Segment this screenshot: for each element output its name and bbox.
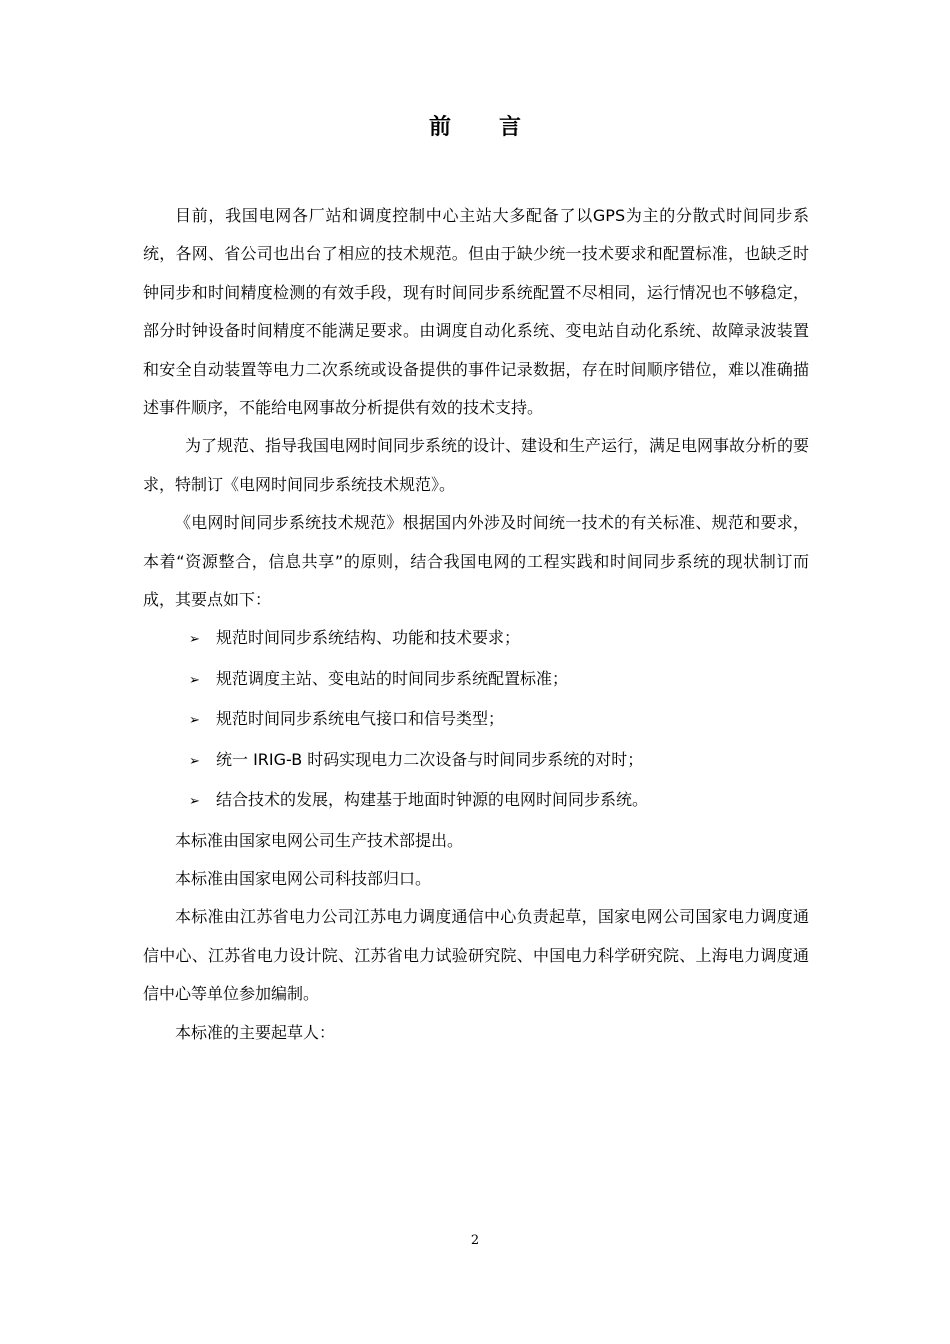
page-number: 2 [470, 1233, 480, 1248]
list-item [143, 741, 809, 781]
page-title [0, 112, 950, 144]
body-text [143, 197, 809, 1052]
list-item [143, 700, 809, 740]
paragraph-5: 本标准由国家电网公司科技部归口。 [175, 868, 432, 888]
paragraph-3: 《电网时间同步系统技术规范》根据国内外涉及时间统一技术的有关标准、规范和要求，本着“资源整合，信息共享”的原则，结合我国电网的工程实践和时间同步系统的现状制订而成，其要点如下： [143, 513, 809, 610]
list-item [143, 781, 809, 821]
arrow-bullet-icon: ➢ [189, 753, 200, 769]
title-char-1: 前 [428, 115, 451, 140]
bullet-list [143, 619, 809, 821]
arrow-bullet-icon: ➢ [189, 632, 200, 648]
title-char-2: 言 [499, 115, 522, 140]
bullet-text: 统一 IRIG-B 时码实现电力二次设备与时间同步系统的对时； [216, 749, 644, 769]
arrow-bullet-icon: ➢ [189, 794, 200, 810]
list-item [143, 619, 809, 659]
bullet-text: 规范时间同步系统电气接口和信号类型； [216, 709, 505, 729]
paragraph-2: 为了规范、指导我国电网时间同步系统的设计、建设和生产运行，满足电网事故分析的要求，特制订《电网时间同步系统技术规范》。 [143, 436, 810, 494]
arrow-bullet-icon: ➢ [189, 713, 200, 729]
paragraph-1: 目前，我国电网各厂站和调度控制中心主站大多配备了以GPS为主的分散式时间同步系统，各网、省公司也出台了相应的技术规范。但由于缺少统一技术要求和配置标准，也缺乏时钟同步和时间精度检测的有效手段，现有时间同步系统配置不尽相同，运行情况也不够稳定，部分时钟设备时间精度不能满足要求。由调度自动化系统、变电站自动化系统、故障录波装置和安全自动装置等电力二次系统或设备提供的事件记录数据，存在时间顺序错位，难以准确描述事件顺序，不能给电网事故分析提供有效的技术支持。 [143, 206, 809, 418]
list-item [143, 660, 809, 700]
arrow-bullet-icon: ➢ [189, 672, 200, 688]
bullet-text: 结合技术的发展，构建基于地面时钟源的电网时间同步系统。 [216, 790, 649, 810]
bullet-text: 规范时间同步系统结构、功能和技术要求； [216, 628, 521, 648]
paragraph-6: 本标准由江苏省电力公司江苏电力调度通信中心负责起草，国家电网公司国家电力调度通信中心、江苏省电力设计院、江苏省电力试验研究院、中国电力科学研究院、上海电力调度通信中心等单位参加编制。 [143, 907, 809, 1004]
paragraph-4: 本标准由国家电网公司生产技术部提出。 [175, 830, 464, 850]
bullet-text: 规范调度主站、变电站的时间同步系统配置标准； [216, 668, 569, 688]
paragraph-7: 本标准的主要起草人： [175, 1022, 336, 1042]
